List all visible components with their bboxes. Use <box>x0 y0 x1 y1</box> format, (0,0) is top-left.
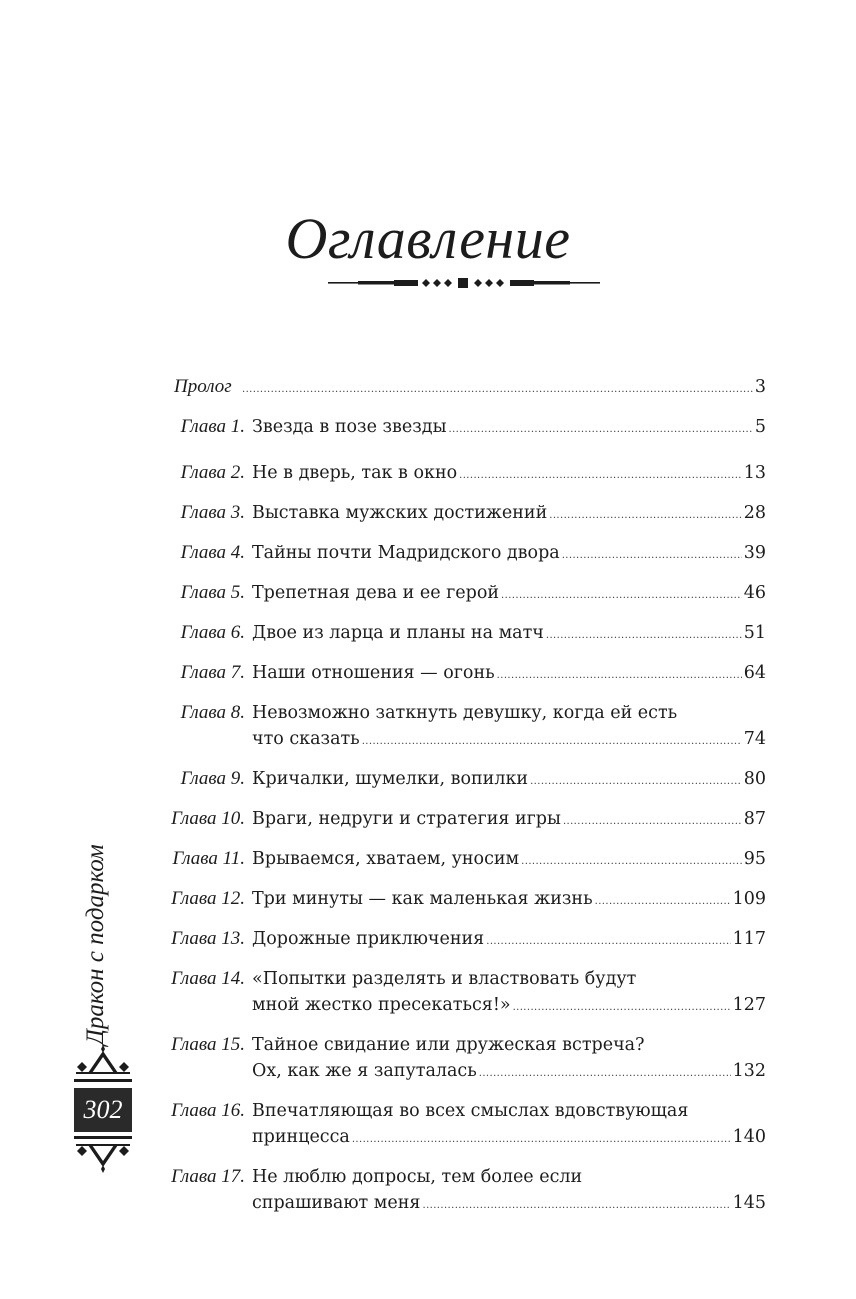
toc-page-number: 80 <box>743 769 766 789</box>
toc-entry-chapter-14[interactable] <box>170 966 766 1021</box>
toc-line <box>252 926 766 955</box>
toc-entry-label: Глава 5. <box>180 582 245 603</box>
toc-entry-title: Трепетная дева и ее герой <box>252 583 500 603</box>
toc-entry-title: Наши отношения — огонь <box>252 663 495 683</box>
toc-page-number: 13 <box>743 463 766 483</box>
toc-entry-label: Глава 1. <box>180 416 245 437</box>
toc-entry-title: Кричалки, шумелки, вопилки <box>252 769 529 789</box>
toc-entry-chapter-1[interactable] <box>170 414 766 443</box>
toc-entry-title: Не в дверь, так в окно <box>252 463 458 483</box>
toc-entry-title: спрашивают меня <box>252 1193 421 1213</box>
toc-entry-label: Глава 11. <box>172 848 245 869</box>
toc-line <box>252 886 766 915</box>
book-title: Дракон с подарком <box>82 844 109 1045</box>
toc-line <box>252 1124 766 1153</box>
toc-entry-chapter-10[interactable] <box>170 806 766 835</box>
toc-entry-chapter-8[interactable] <box>170 700 766 755</box>
toc-entry-label: Глава 13. <box>171 928 245 949</box>
toc-entry-chapter-16[interactable] <box>170 1098 766 1153</box>
toc-line <box>252 806 766 835</box>
toc-entry-label: Глава 17. <box>171 1166 245 1187</box>
toc-entry-title: Врываемся, хватаем, уносим <box>252 849 520 869</box>
toc-entry-label: Глава 15. <box>171 1034 245 1055</box>
page-number: 302 <box>74 1088 132 1132</box>
toc-entry-chapter-7[interactable] <box>170 660 766 689</box>
toc-line <box>240 374 766 403</box>
toc-entry-title: «Попытки разделять и властвовать будут <box>252 969 637 989</box>
toc-entry-chapter-4[interactable] <box>170 540 766 569</box>
toc-entry-title: Три минуты — как маленькая жизнь <box>252 889 593 909</box>
toc-page-number: 46 <box>743 583 766 603</box>
toc-page-number: 140 <box>732 1127 766 1147</box>
table-of-contents <box>170 370 766 1219</box>
toc-line <box>252 726 766 755</box>
toc-entry-title: Ох, как же я запуталась <box>252 1061 477 1081</box>
toc-entry-title: что сказать <box>252 729 360 749</box>
toc-entry-chapter-5[interactable] <box>170 580 766 609</box>
toc-entry-title: Дорожные приключения <box>252 929 485 949</box>
toc-entry-label: Глава 3. <box>180 502 245 523</box>
toc-page-number: 64 <box>743 663 766 683</box>
toc-entry-label: Глава 7. <box>180 662 245 683</box>
toc-entry-chapter-17[interactable] <box>170 1164 766 1219</box>
toc-entry-label: Глава 16. <box>171 1100 245 1121</box>
toc-line <box>252 1190 766 1219</box>
toc-entry-label: Глава 10. <box>171 808 245 829</box>
toc-line <box>252 1032 766 1058</box>
toc-page-number: 51 <box>743 623 766 643</box>
toc-entry-label: Глава 6. <box>180 622 245 643</box>
toc-entry-title: мной жестко пресекаться!» <box>252 995 511 1015</box>
toc-page-number: 132 <box>732 1061 766 1081</box>
toc-line <box>252 660 766 689</box>
toc-page-number: 117 <box>732 929 766 949</box>
toc-entry-prologue[interactable] <box>170 374 766 403</box>
toc-entry-title: Тайны почти Мадридского двора <box>252 543 560 563</box>
toc-entry-chapter-11[interactable] <box>170 846 766 875</box>
toc-page-number: 3 <box>754 377 766 397</box>
toc-page-number: 145 <box>732 1193 766 1213</box>
toc-entry-label: Глава 12. <box>171 888 245 909</box>
ornament-icon <box>74 1045 132 1083</box>
toc-entry-title: Тайное свидание или дружеская встреча? <box>252 1035 645 1055</box>
toc-line <box>252 1058 766 1087</box>
toc-entry-chapter-2[interactable] <box>170 460 766 489</box>
page-title: Оглавление <box>285 206 571 271</box>
toc-entry-label: Глава 8. <box>180 702 245 723</box>
toc-line <box>252 992 766 1021</box>
toc-line <box>252 580 766 609</box>
toc-line <box>252 540 766 569</box>
toc-entry-chapter-6[interactable] <box>170 620 766 649</box>
toc-page-number: 28 <box>743 503 766 523</box>
toc-line <box>252 500 766 529</box>
toc-line <box>252 966 766 992</box>
toc-entry-title: Не люблю допросы, тем более если <box>252 1167 583 1187</box>
toc-entry-chapter-13[interactable] <box>170 926 766 955</box>
toc-line <box>252 1164 766 1190</box>
toc-page-number: 87 <box>743 809 766 829</box>
toc-page-number: 109 <box>732 889 766 909</box>
toc-entry-title: Выставка мужских достижений <box>252 503 548 523</box>
toc-entry-label: Глава 14. <box>171 968 245 989</box>
toc-entry-chapter-9[interactable] <box>170 766 766 795</box>
toc-line <box>252 846 766 875</box>
toc-page-number: 39 <box>743 543 766 563</box>
toc-entry-title: Двое из ларца и планы на матч <box>252 623 544 643</box>
toc-line <box>252 460 766 489</box>
toc-entry-title: Невозможно заткнуть девушку, когда ей есть <box>252 703 678 723</box>
toc-entry-label: Глава 4. <box>180 542 245 563</box>
toc-entry-title: принцесса <box>252 1127 350 1147</box>
toc-entry-chapter-15[interactable] <box>170 1032 766 1087</box>
toc-entry-label: Глава 9. <box>180 768 245 789</box>
toc-entry-chapter-3[interactable] <box>170 500 766 529</box>
toc-line <box>252 1098 766 1124</box>
toc-line <box>252 700 766 726</box>
ornament-icon <box>74 1135 132 1173</box>
toc-page-number: 95 <box>743 849 766 869</box>
toc-entry-title: Звезда в позе звезды <box>252 417 447 437</box>
toc-line <box>252 766 766 795</box>
divider-ornament <box>328 270 600 296</box>
toc-entry-chapter-12[interactable] <box>170 886 766 915</box>
toc-page-number: 5 <box>754 417 766 437</box>
toc-entry-title: Враги, недруги и стратегия игры <box>252 809 561 829</box>
toc-line <box>252 414 766 443</box>
toc-entry-title: Впечатляющая во всех смыслах вдовствующая <box>252 1101 689 1121</box>
toc-entry-label: Глава 2. <box>180 462 245 483</box>
toc-page-number: 127 <box>732 995 766 1015</box>
toc-page-number: 74 <box>743 729 766 749</box>
toc-entry-label: Пролог <box>174 376 232 397</box>
toc-line <box>252 620 766 649</box>
side-marker <box>74 845 134 1175</box>
